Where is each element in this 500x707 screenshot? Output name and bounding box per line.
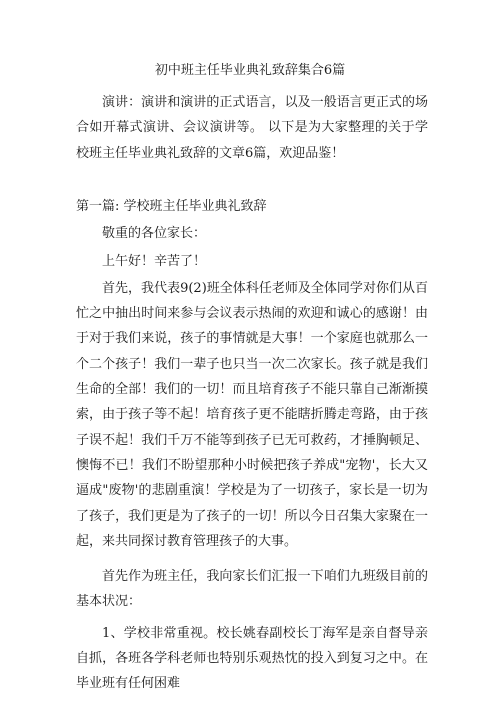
intro-paragraph: 演讲：演讲和演讲的正式语言，以及一般语言更正式的场合如开幕式演讲、会议演讲等。 以下是为大家整理的关于学校班主任毕业典礼致辞的文章6篇，欢迎品鉴！ xyxy=(76,95,428,161)
body-paragraph-1: 首先，我代表9(2)班全体科任老师及全体同学对你们从百忙之中抽出时间来参与会议表示热闹的欢迎和诚心的感谢！由于对于我们来说，孩子的事情就是大事！一个家庭也就那么一个二个孩子！我们一辈子也只当一次二次家长。孩子就是我们生命的全部！我们的一切！而且培育孩子不能只靠自己渐渐摸索，由于孩子等不起！培育孩子更不能瞎折腾走弯路，由于孩子误不起！我们千万不能等到孩子已无可救药，才捶胸顿足、懊悔不已！我们不盼望那种小时候把孩子养成"宠物'，长大又逼成"废物'的悲剧重演！学校是为了一切孩子，家长是一切为了孩子，我们更是为了孩子的一切！所以今日召集大家聚在一起，来共同探讨教育管理孩子的大事。 xyxy=(76,280,428,549)
document-title: 初中班主任毕业典礼致辞集合6篇 xyxy=(154,63,346,78)
body-paragraph-3: 1、学校非常重视。校长姚春副校长丁海军是亲自督导亲自抓，各班各学科老师也特别乐观热忱的投入到复习之中。在毕业班有任何困难 xyxy=(76,625,428,692)
salutation: 敬重的各位家长： xyxy=(102,226,207,242)
section-one xyxy=(76,194,428,697)
greeting: 上午好！辛苦了！ xyxy=(102,253,207,269)
document-body xyxy=(76,90,428,166)
section-heading: 第一篇: 学校班主任毕业典礼致辞 xyxy=(76,199,267,214)
body-paragraph-2: 首先作为班主任，我向家长们汇报一下咱们九班级目前的基本状况： xyxy=(76,569,428,610)
